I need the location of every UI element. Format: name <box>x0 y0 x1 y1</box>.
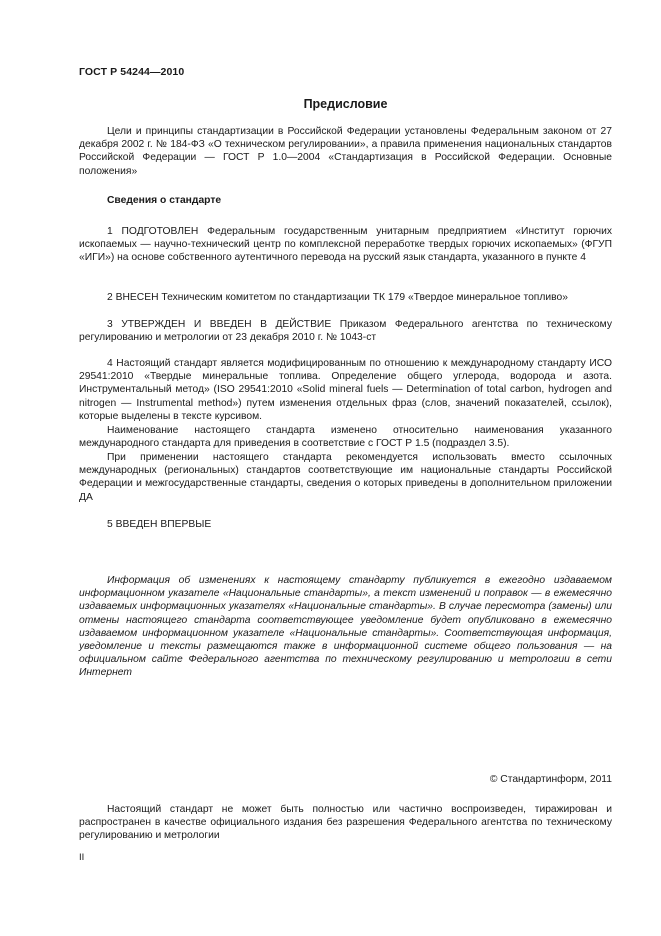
page-title: Предисловие <box>303 97 388 111</box>
item-2-paragraph: 2 ВНЕСЕН Техническим комитетом по стандартизации ТК 179 «Твердое минеральное топливо» <box>107 292 568 303</box>
item-3-paragraph: 3 УТВЕРЖДЕН И ВВЕДЕН В ДЕЙСТВИЕ Приказом Федерального агентства по техническому регулированию и метрологии от 23 декабря 2010 г. № 1043-ст <box>79 319 612 344</box>
intro-paragraph: Цели и принципы стандартизации в Российской Федерации установлены Федеральным законом от 27 декабря 2002 г. № 184-ФЗ «О техническом регулировании», а правила применения национальных стандартов Российской Федерации — ГОСТ Р 1.0—2004 «Стандартизация в Российской Федерации. Основные положения» <box>79 126 612 177</box>
item-5-paragraph: 5 ВВЕДЕН ВПЕРВЫЕ <box>107 519 212 530</box>
document-code-header: ГОСТ Р 54244—2010 <box>79 66 185 78</box>
copyright-notice: © Стандартинформ, 2011 <box>489 774 612 785</box>
item-4-name-change-paragraph: Наименование настоящего стандарта изменено относительно наименования указанного международного стандарта для приведения в соответствие с ГОСТ Р 1.5 (подраздел 3.5). <box>79 425 612 450</box>
info-heading: Сведения о стандарте <box>107 195 222 206</box>
reproduction-notice-paragraph: Настоящий стандарт не может быть полностью или частично воспроизведен, тиражирован и распространен в качестве официального издания без разрешения Федерального агентства по техническому регулированию и метрологии <box>79 804 612 842</box>
page-number: II <box>79 852 85 863</box>
item-4-references-paragraph: При применении настоящего стандарта рекомендуется использовать вместо ссылочных международных (региональных) стандартов соответствующие им национальные стандарты Российской Федерации и межгосударственные стандарты, сведения о которых приведены в дополнительном приложении ДА <box>79 452 612 503</box>
changes-info-paragraph: Информация об изменениях к настоящему стандарту публикуется в ежегодно издаваемом информационном указателе «Национальные стандарты», а текст изменений и поправок — в ежемесячно издаваемых информационных указателях «Национальные стандарты». В случае пересмотра (замены) или отмены настоящего стандарта соответствующее уведомление будет опубликовано в ежемесячно издаваемом информационном указателе «Национальные стандарты». Соответствующая информация, уведомление и тексты размещаются также в информационной системе общего пользования — на официальном сайте Федерального агентства по техническому регулированию и метрологии в сети Интернет <box>79 575 612 679</box>
item-1-paragraph: 1 ПОДГОТОВЛЕН Федеральным государственным унитарным предприятием «Институт горючих ископаемых — научно-технический центр по комплексной переработке твердых горючих ископаемых» (ФГУП «ИГИ») на основе собственного аутентичного перевода на русский язык стандарта, указанного в пункте 4 <box>79 226 612 264</box>
item-4-paragraph: 4 Настоящий стандарт является модифицированным по отношению к международному стандарту ИСО 29541:2010 «Твердые минеральные топлива. Определение общего углерода, водорода и азота. Инструментальный метод» (ISO 29541:2010 «Solid mineral fuels — Determination of total carbon, hydrogen and nitrogen — Instrumental method») путем изменения отдельных фраз (слов, значений показателей, ссылок), которые выделены в тексте курсивом. <box>79 358 612 422</box>
